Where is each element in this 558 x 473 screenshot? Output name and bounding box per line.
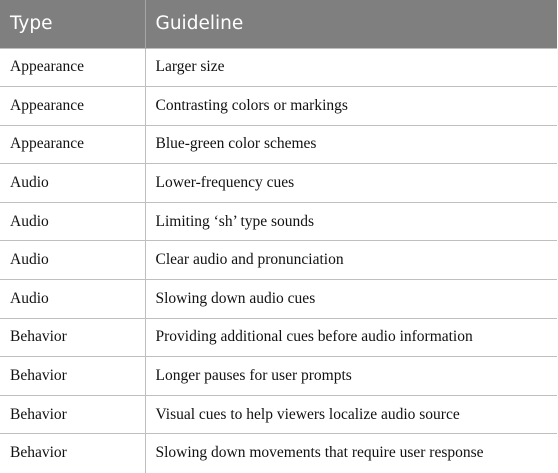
table-row: [0, 434, 557, 473]
table-row: [0, 395, 557, 434]
type-cell: Behavior: [0, 318, 145, 357]
guideline-cell: Contrasting colors or markings: [145, 87, 557, 126]
type-cell: Appearance: [0, 125, 145, 164]
guideline-cell: Larger size: [145, 48, 557, 87]
guideline-cell: Lower-frequency cues: [145, 164, 557, 203]
table-row: [0, 87, 557, 126]
type-cell: Audio: [0, 164, 145, 203]
header-guideline: Guideline: [145, 0, 557, 48]
guideline-cell: Providing additional cues before audio information: [145, 318, 557, 357]
guideline-cell: Visual cues to help viewers localize audio source: [145, 395, 557, 434]
type-cell: Behavior: [0, 395, 145, 434]
type-cell: Behavior: [0, 357, 145, 396]
type-cell: Audio: [0, 280, 145, 319]
guideline-cell: Slowing down audio cues: [145, 280, 557, 319]
table-header: [0, 0, 557, 48]
table-row: [0, 125, 557, 164]
guideline-cell: Blue-green color schemes: [145, 125, 557, 164]
type-cell: Behavior: [0, 434, 145, 473]
table-row: [0, 48, 557, 87]
type-cell: Audio: [0, 202, 145, 241]
guideline-cell: Slowing down movements that require user response: [145, 434, 557, 473]
table-row: [0, 202, 557, 241]
type-cell: Appearance: [0, 48, 145, 87]
guideline-cell: Clear audio and pronunciation: [145, 241, 557, 280]
header-type: Type: [0, 0, 145, 48]
header-row: [0, 0, 557, 48]
guideline-cell: Limiting ‘sh’ type sounds: [145, 202, 557, 241]
table-body: [0, 48, 557, 473]
table-row: [0, 318, 557, 357]
table-row: [0, 280, 557, 319]
table-row: [0, 241, 557, 280]
table-row: [0, 164, 557, 203]
table-row: [0, 357, 557, 396]
type-cell: Appearance: [0, 87, 145, 126]
guideline-cell: Longer pauses for user prompts: [145, 357, 557, 396]
type-cell: Audio: [0, 241, 145, 280]
